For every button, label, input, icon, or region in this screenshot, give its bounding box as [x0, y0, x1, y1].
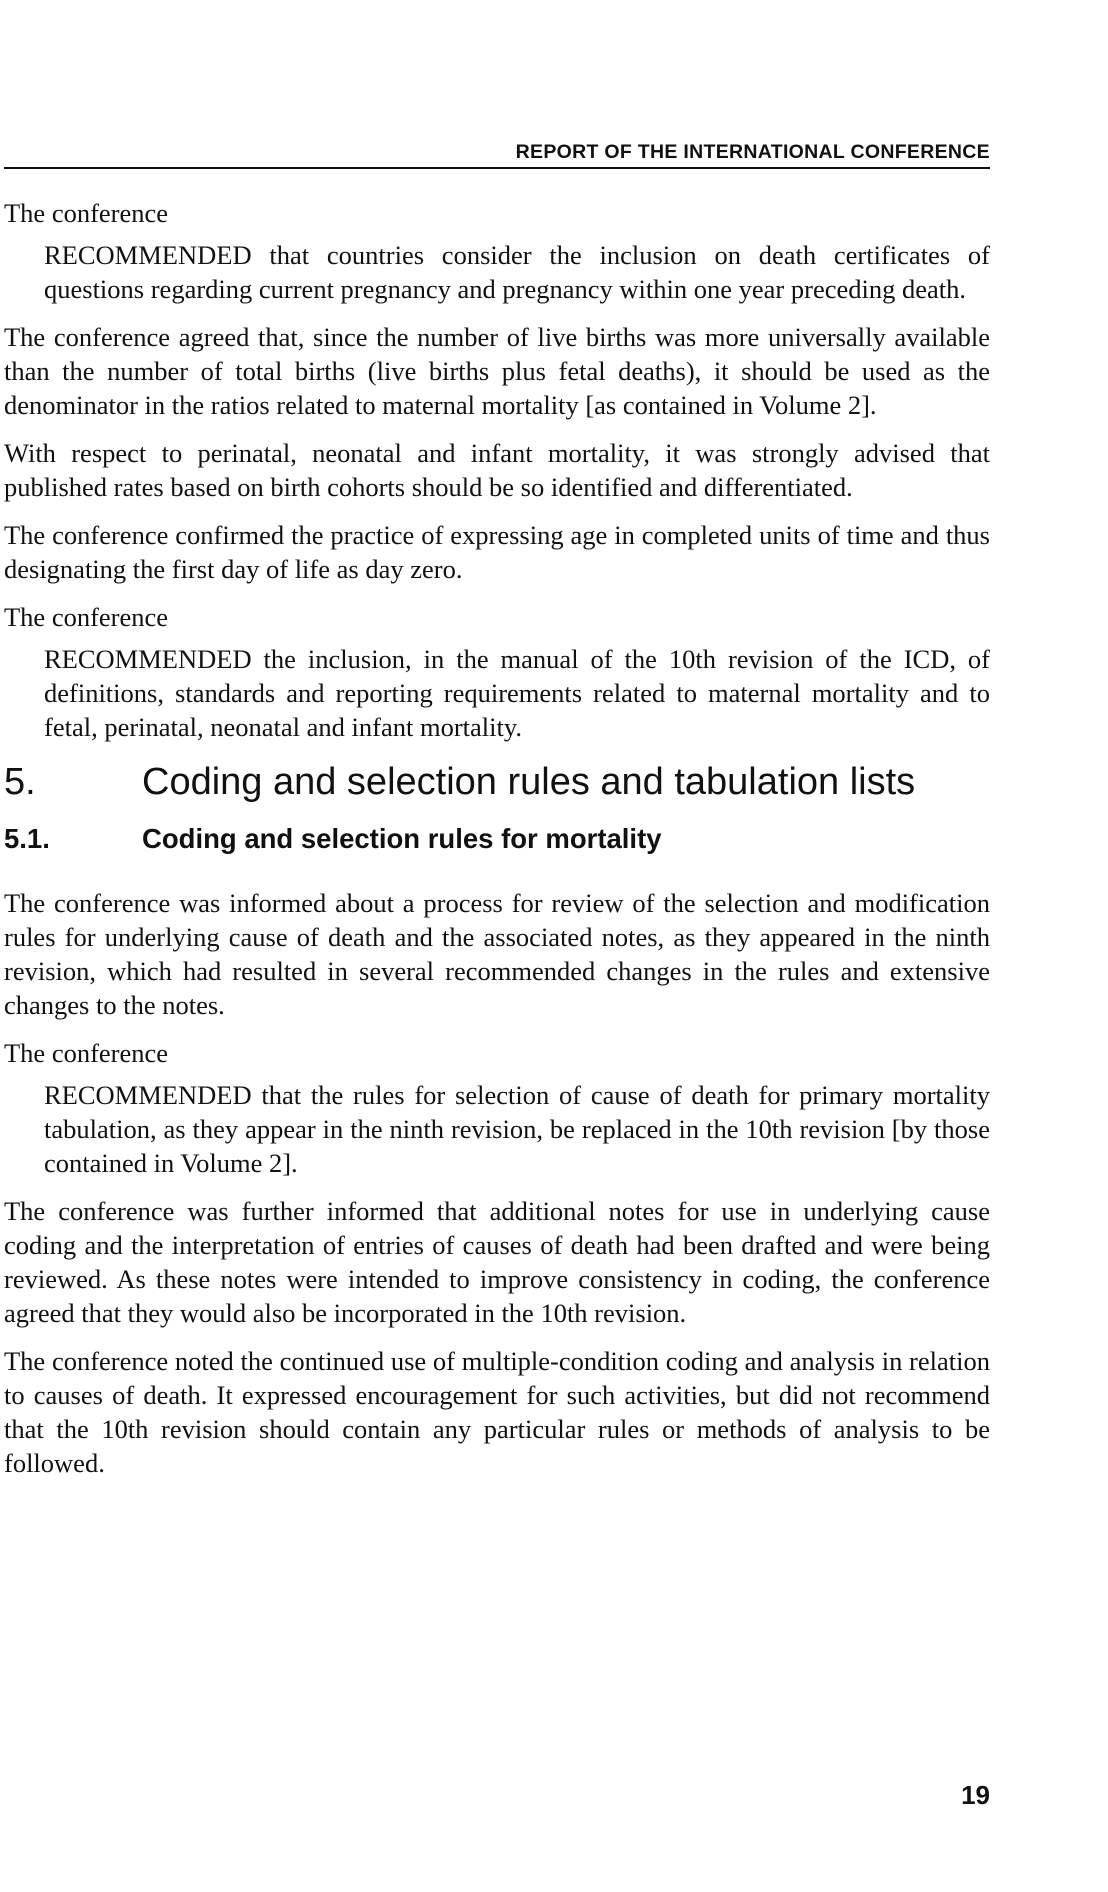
body-paragraph: The conference was informed about a process for review of the selection and modification rules for underlying cause of death and the associated notes, as they appeared in the ninth revision, which had resulted in several recommended changes in the rules and extensive changes to the notes. [4, 888, 990, 1020]
section-title: Coding and selection rules and tabulation lists [142, 761, 916, 803]
header-rule [4, 167, 990, 169]
body-paragraph: The conference was further informed that additional notes for use in underlying cause coding and the interpretation of entries of causes of death had been drafted and were being reviewed. As these notes were intended to improve consistency in coding, the conference agreed that they would also be incorporated in the 10th revision. [4, 1196, 990, 1328]
body-paragraph: The conference agreed that, since the number of live births was more universally available than the number of total births (live births plus fetal deaths), it should be used as the denominator in the ratios related to maternal mortality [as contained in Volume 2]. [4, 322, 990, 420]
section-number: 5. [4, 761, 36, 803]
subsection-title: Coding and selection rules for mortality [142, 823, 662, 854]
recommendation-paragraph: RECOMMENDED the inclusion, in the manual of the 10th revision of the ICD, of definitions, standards and reporting requirements related to maternal mortality and to fetal, perinatal, neonatal and infant mortality. [44, 644, 990, 742]
paragraph-lead: The conference [4, 1038, 169, 1068]
body-paragraph: With respect to perinatal, neonatal and infant mortality, it was strongly advised that published rates based on birth cohorts should be so identified and differentiated. [4, 438, 990, 502]
page-number: 19 [961, 1780, 990, 1810]
body-paragraph: The conference noted the continued use of multiple-condition coding and analysis in relation to causes of death. It expressed encouragement for such activities, but did not recommend that the 10th revision should contain any particular rules or methods of analysis to be followed. [4, 1346, 990, 1478]
recommendation-paragraph: RECOMMENDED that countries consider the inclusion on death certificates of questions regarding current pregnancy and pregnancy within one year preceding death. [44, 240, 990, 304]
paragraph-lead: The conference [4, 602, 169, 632]
page-body [4, 196, 990, 1494]
subsection-heading [4, 822, 990, 856]
section-heading [4, 760, 990, 804]
running-header: REPORT OF THE INTERNATIONAL CONFERENCE [515, 141, 990, 163]
recommendation-paragraph: RECOMMENDED that the rules for selection of cause of death for primary mortality tabulation, as they appear in the ninth revision, be replaced in the 10th revision [by those contained in Volume 2]. [44, 1080, 990, 1178]
paragraph-lead: The conference [4, 198, 169, 228]
subsection-number: 5.1. [4, 823, 50, 854]
body-paragraph: The conference confirmed the practice of expressing age in completed units of time and thus designating the first day of life as day zero. [4, 520, 990, 584]
